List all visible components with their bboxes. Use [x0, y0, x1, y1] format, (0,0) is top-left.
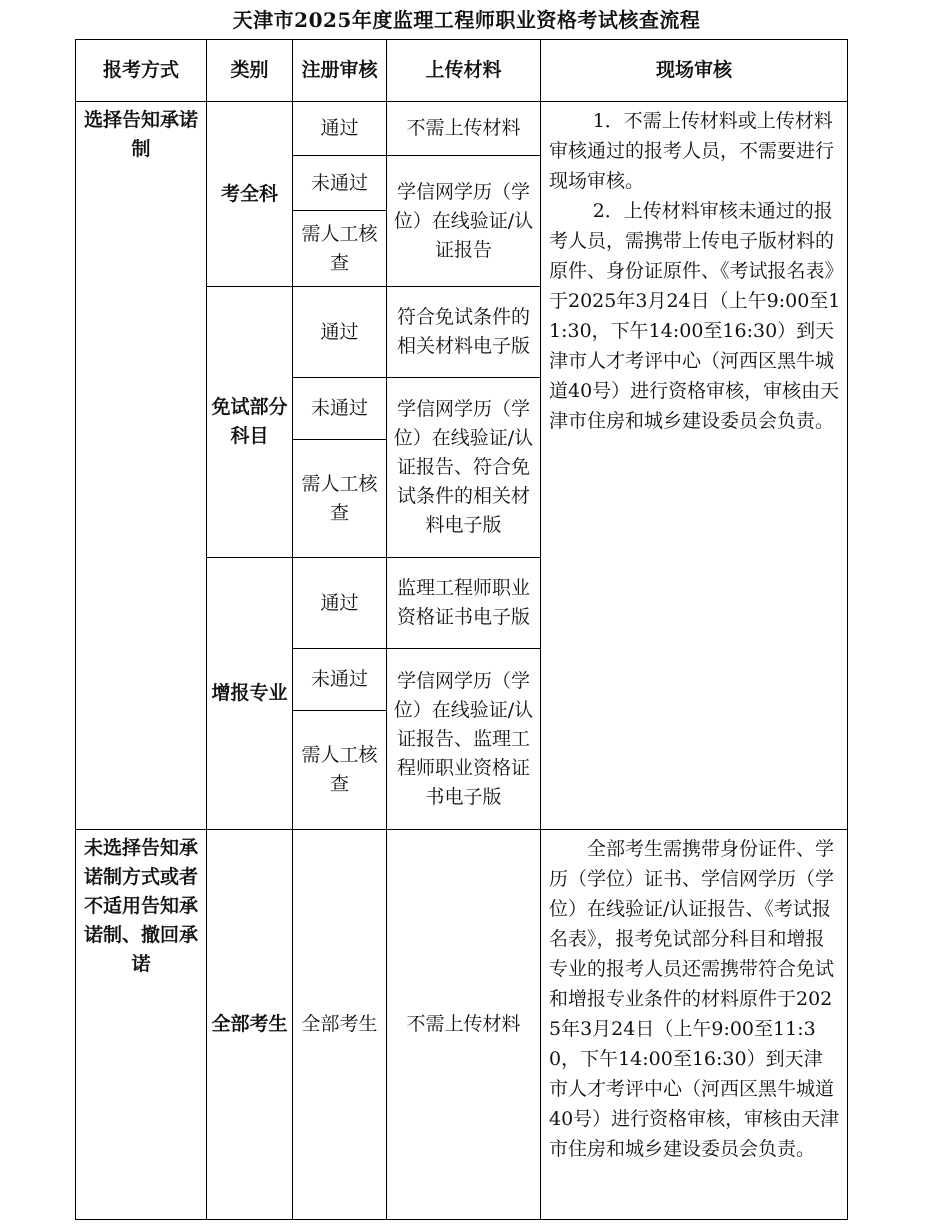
page-title: 天津市2025年度监理工程师职业资格考试核查流程: [232, 8, 701, 32]
method-cell-no-commitment: 未选择告知承诺制方式或者不适用告知承诺制、撤回承诺: [76, 830, 207, 1220]
header-category: 类别: [207, 40, 293, 102]
upload-cell: 符合免试条件的相关材料电子版: [387, 287, 541, 378]
onsite-paragraph: 全部考生需携带身份证件、学历（学位）证书、学信网学历（学位）在线验证/认证报告、《考试报名表》，报考免试部分科目和增报专业的报考人员还需携带符合免试和增报专业条件的材料原件于2025年3月24日（上午9:00至11:30，下午14:00至16:30）到天津市人才考评中心（河西区黑牛城道40号）进行资格审核，审核由天津市住房和城乡建设委员会负责。: [549, 838, 840, 1160]
method-cell-commitment: 选择告知承诺制: [76, 102, 207, 830]
category-cell-all: 全部考生: [207, 830, 293, 1220]
upload-cell: 学信网学历（学位）在线验证/认证报告、监理工程师职业资格证书电子版: [387, 649, 541, 830]
table-row: [76, 830, 848, 1220]
status-cell: 未通过: [293, 649, 387, 711]
status-cell: 需人工核查: [293, 211, 387, 287]
status-cell: 全部考生: [293, 830, 387, 1220]
upload-cell: 监理工程师职业资格证书电子版: [387, 558, 541, 649]
onsite-cell-commitment: [541, 102, 848, 830]
category-cell-full: 考全科: [207, 102, 293, 287]
review-process-table: [75, 39, 848, 1220]
table-header-row: [76, 40, 848, 102]
onsite-paragraph-2: 2．上传材料审核未通过的报考人员，需携带上传电子版材料的原件、身份证原件、《考试报名表》于2025年3月24日（上午9:00至11:30，下午14:00至16:30）到天津市人才考评中心（河西区黑牛城道40号）进行资格审核，审核由天津市住房和城乡建设委员会负责。: [549, 200, 841, 432]
status-cell: 通过: [293, 102, 387, 156]
header-registration-review: 注册审核: [293, 40, 387, 102]
upload-cell: 不需上传材料: [387, 102, 541, 156]
upload-cell: 学信网学历（学位）在线验证/认证报告: [387, 156, 541, 287]
category-cell-additional: 增报专业: [207, 558, 293, 830]
status-cell: 通过: [293, 287, 387, 378]
table-row: [76, 102, 848, 156]
header-onsite: 现场审核: [541, 40, 848, 102]
onsite-paragraph-1: 1．不需上传材料或上传材料审核通过的报考人员，不需要进行现场审核。: [549, 110, 835, 192]
status-cell: 需人工核查: [293, 711, 387, 830]
category-cell-exempt: 免试部分科目: [207, 287, 293, 558]
header-upload: 上传材料: [387, 40, 541, 102]
onsite-cell-no-commitment: [541, 830, 848, 1220]
header-method: 报考方式: [76, 40, 207, 102]
status-cell: 未通过: [293, 156, 387, 211]
upload-cell: 不需上传材料: [387, 830, 541, 1220]
status-cell: 通过: [293, 558, 387, 649]
upload-cell: 学信网学历（学位）在线验证/认证报告、符合免试条件的相关材料电子版: [387, 378, 541, 558]
status-cell: 需人工核查: [293, 440, 387, 558]
status-cell: 未通过: [293, 378, 387, 440]
